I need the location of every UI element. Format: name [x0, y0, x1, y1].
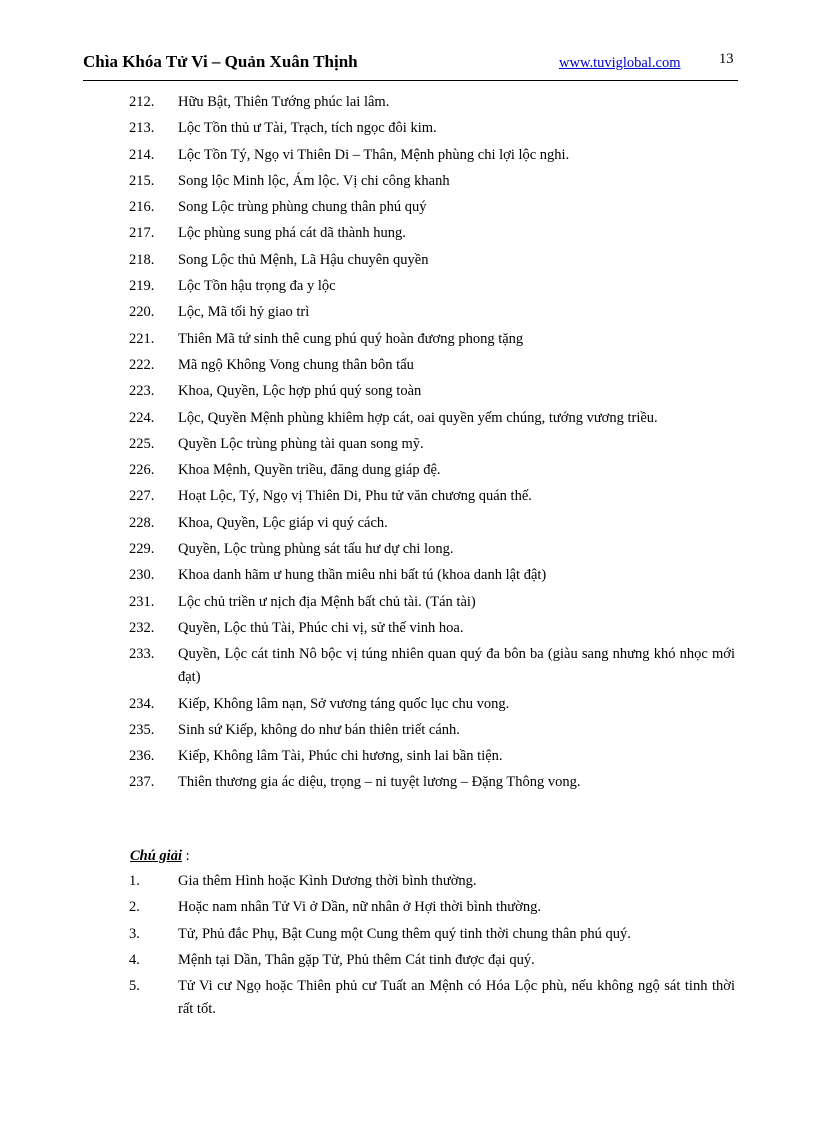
- item-number: 232.: [129, 619, 155, 636]
- item-text: Tử Vi cư Ngọ hoặc Thiên phủ cư Tuất an Mệnh có Hóa Lộc phù, nếu không ngộ sát tinh thời rất tốt.: [178, 978, 735, 1018]
- item-number: 226.: [129, 462, 155, 479]
- item-number: 237.: [129, 774, 155, 791]
- item-number: 236.: [129, 748, 155, 765]
- item-text: Khoa Mệnh, Quyền triều, đăng dung giáp đệ.: [178, 462, 441, 479]
- item-text: Mệnh tại Dần, Thân gặp Tử, Phủ thêm Cát tinh được đại quý.: [178, 951, 535, 968]
- item-text: Lộc, Quyền Mệnh phùng khiêm hợp cát, oai quyền yếm chúng, tướng vương triều.: [178, 409, 658, 426]
- item-text: Lộc phùng sung phá cát dã thành hung.: [178, 225, 406, 242]
- item-number: 224.: [129, 409, 155, 426]
- list-item: [83, 433, 735, 456]
- item-text: Khoa danh hãm ư hung thần miêu nhi bất tú (khoa danh lật đật): [178, 567, 547, 584]
- item-number: 234.: [129, 695, 155, 712]
- list-item: [83, 301, 735, 324]
- item-number: 217.: [129, 225, 155, 242]
- item-text: Quyền, Lộc trùng phùng sát tấu hư dự chi long.: [178, 541, 454, 558]
- website-link[interactable]: www.tuviglobal.com: [559, 55, 681, 71]
- list-item: [83, 949, 735, 972]
- list-item: [83, 512, 735, 535]
- item-text: Thiên thương gia ác diệu, trọng – ni tuyệt lương – Đặng Thông vong.: [178, 774, 581, 791]
- list-item: [83, 485, 735, 508]
- list-item: [83, 719, 735, 742]
- item-number: 221.: [129, 330, 155, 347]
- list-item: [83, 459, 735, 482]
- item-number: 220.: [129, 304, 155, 321]
- item-text: Thiên Mã tứ sinh thê cung phú quý hoàn đương phong tặng: [178, 330, 524, 347]
- list-item: [83, 870, 735, 893]
- list-item: [83, 975, 735, 1021]
- item-text: Quyền, Lộc thủ Tài, Phúc chi vị, sử thế vinh hoa.: [178, 619, 464, 636]
- item-text: Song Lộc thủ Mệnh, Lã Hậu chuyên quyền: [178, 251, 429, 268]
- list-item: [83, 144, 735, 167]
- list-item: [83, 328, 735, 351]
- list-item: [83, 91, 735, 114]
- header-rule: [83, 80, 738, 81]
- list-item: [83, 771, 735, 794]
- item-text: Mã ngộ Không Vong chung thân bôn tẩu: [178, 356, 414, 373]
- list-item: [83, 222, 735, 245]
- item-text: Song Lộc trùng phùng chung thân phú quý: [178, 199, 427, 216]
- item-number: 219.: [129, 278, 155, 295]
- list-item: [83, 896, 735, 919]
- item-text: Lộc, Mã tối hỷ giao trì: [178, 304, 310, 321]
- list-item: [83, 564, 735, 587]
- item-text: Lộc chủ triền ư nịch địa Mệnh bất chủ tài. (Tán tài): [178, 593, 476, 610]
- item-number: 223.: [129, 383, 155, 400]
- list-item: [83, 196, 735, 219]
- document-title: Chìa Khóa Tử Vi – Quản Xuân Thịnh: [83, 52, 358, 71]
- item-text: Tử, Phủ đắc Phụ, Bật Cung một Cung thêm quý tinh thời chung thân phú quý.: [178, 925, 631, 942]
- item-text: Song lộc Minh lộc, Ám lộc. Vị chi công khanh: [178, 172, 450, 189]
- list-item: [83, 170, 735, 193]
- item-text: Kiếp, Không lâm nạn, Sở vương táng quốc lục chu vong.: [178, 695, 510, 712]
- item-number: 5.: [129, 978, 140, 995]
- item-text: Lộc Tồn thủ ư Tài, Trạch, tích ngọc đôi kim.: [178, 120, 437, 137]
- page-number: 13: [719, 51, 734, 67]
- list-item: [83, 354, 735, 377]
- item-number: 1.: [129, 873, 140, 889]
- item-text: Lộc Tồn Tý, Ngọ vi Thiên Di – Thân, Mệnh phùng chi lợi lộc nghi.: [178, 146, 570, 163]
- item-number: 215.: [129, 172, 155, 189]
- list-item: [83, 745, 735, 768]
- item-number: 229.: [129, 541, 155, 558]
- list-item: [83, 693, 735, 716]
- item-number: 216.: [129, 199, 155, 216]
- list-item: [83, 407, 735, 430]
- item-number: 218.: [129, 251, 155, 268]
- item-text: Quyền, Lộc cát tinh Nô bộc vị túng nhiên quan quý đa bôn ba (giàu sang nhưng khó nhọc mới đạt): [178, 646, 735, 686]
- item-number: 212.: [129, 94, 155, 110]
- list-item: [83, 249, 735, 272]
- page-header: [83, 48, 738, 80]
- item-number: 3.: [129, 925, 140, 942]
- item-text: Hoạt Lộc, Tý, Ngọ vị Thiên Di, Phu tử văn chương quán thế.: [178, 488, 532, 505]
- item-number: 230.: [129, 567, 155, 584]
- list-item: [83, 380, 735, 403]
- item-number: 235.: [129, 721, 155, 738]
- item-number: 2.: [129, 899, 140, 916]
- item-text: Khoa, Quyền, Lộc giáp vi quý cách.: [178, 514, 388, 531]
- item-text: Gia thêm Hình hoặc Kình Dương thời bình thường.: [178, 873, 477, 889]
- item-text: Quyền Lộc trùng phùng tài quan song mỹ.: [178, 435, 424, 452]
- item-number: 228.: [129, 514, 155, 531]
- list-item: [83, 591, 735, 614]
- list-item: [83, 617, 735, 640]
- item-number: 222.: [129, 356, 155, 373]
- list-item: [83, 275, 735, 298]
- item-text: Hữu Bật, Thiên Tướng phúc lai lâm.: [178, 94, 390, 110]
- item-text: Kiếp, Không lâm Tài, Phúc chi hương, sinh lai bần tiện.: [178, 748, 503, 765]
- item-number: 214.: [129, 146, 155, 163]
- item-number: 225.: [129, 435, 155, 452]
- item-number: 213.: [129, 120, 155, 137]
- item-text: Hoặc nam nhân Tử Vi ở Dần, nữ nhân ở Hợi thời bình thường.: [178, 899, 541, 916]
- item-number: 231.: [129, 593, 155, 610]
- notes-list: [83, 870, 735, 1024]
- notes-heading: Chú giải :: [130, 848, 190, 864]
- list-item: [83, 538, 735, 561]
- item-text: Khoa, Quyền, Lộc hợp phú quý song toàn: [178, 383, 422, 400]
- item-number: 227.: [129, 488, 155, 505]
- list-item: [83, 923, 735, 946]
- numbered-list: [83, 91, 735, 798]
- list-item: [83, 643, 735, 689]
- list-item: [83, 117, 735, 140]
- item-text: Sinh sứ Kiếp, không do như bán thiên triết cánh.: [178, 721, 460, 738]
- item-number: 233.: [129, 646, 155, 663]
- item-text: Lộc Tồn hậu trọng đa y lộc: [178, 278, 336, 295]
- item-number: 4.: [129, 951, 140, 968]
